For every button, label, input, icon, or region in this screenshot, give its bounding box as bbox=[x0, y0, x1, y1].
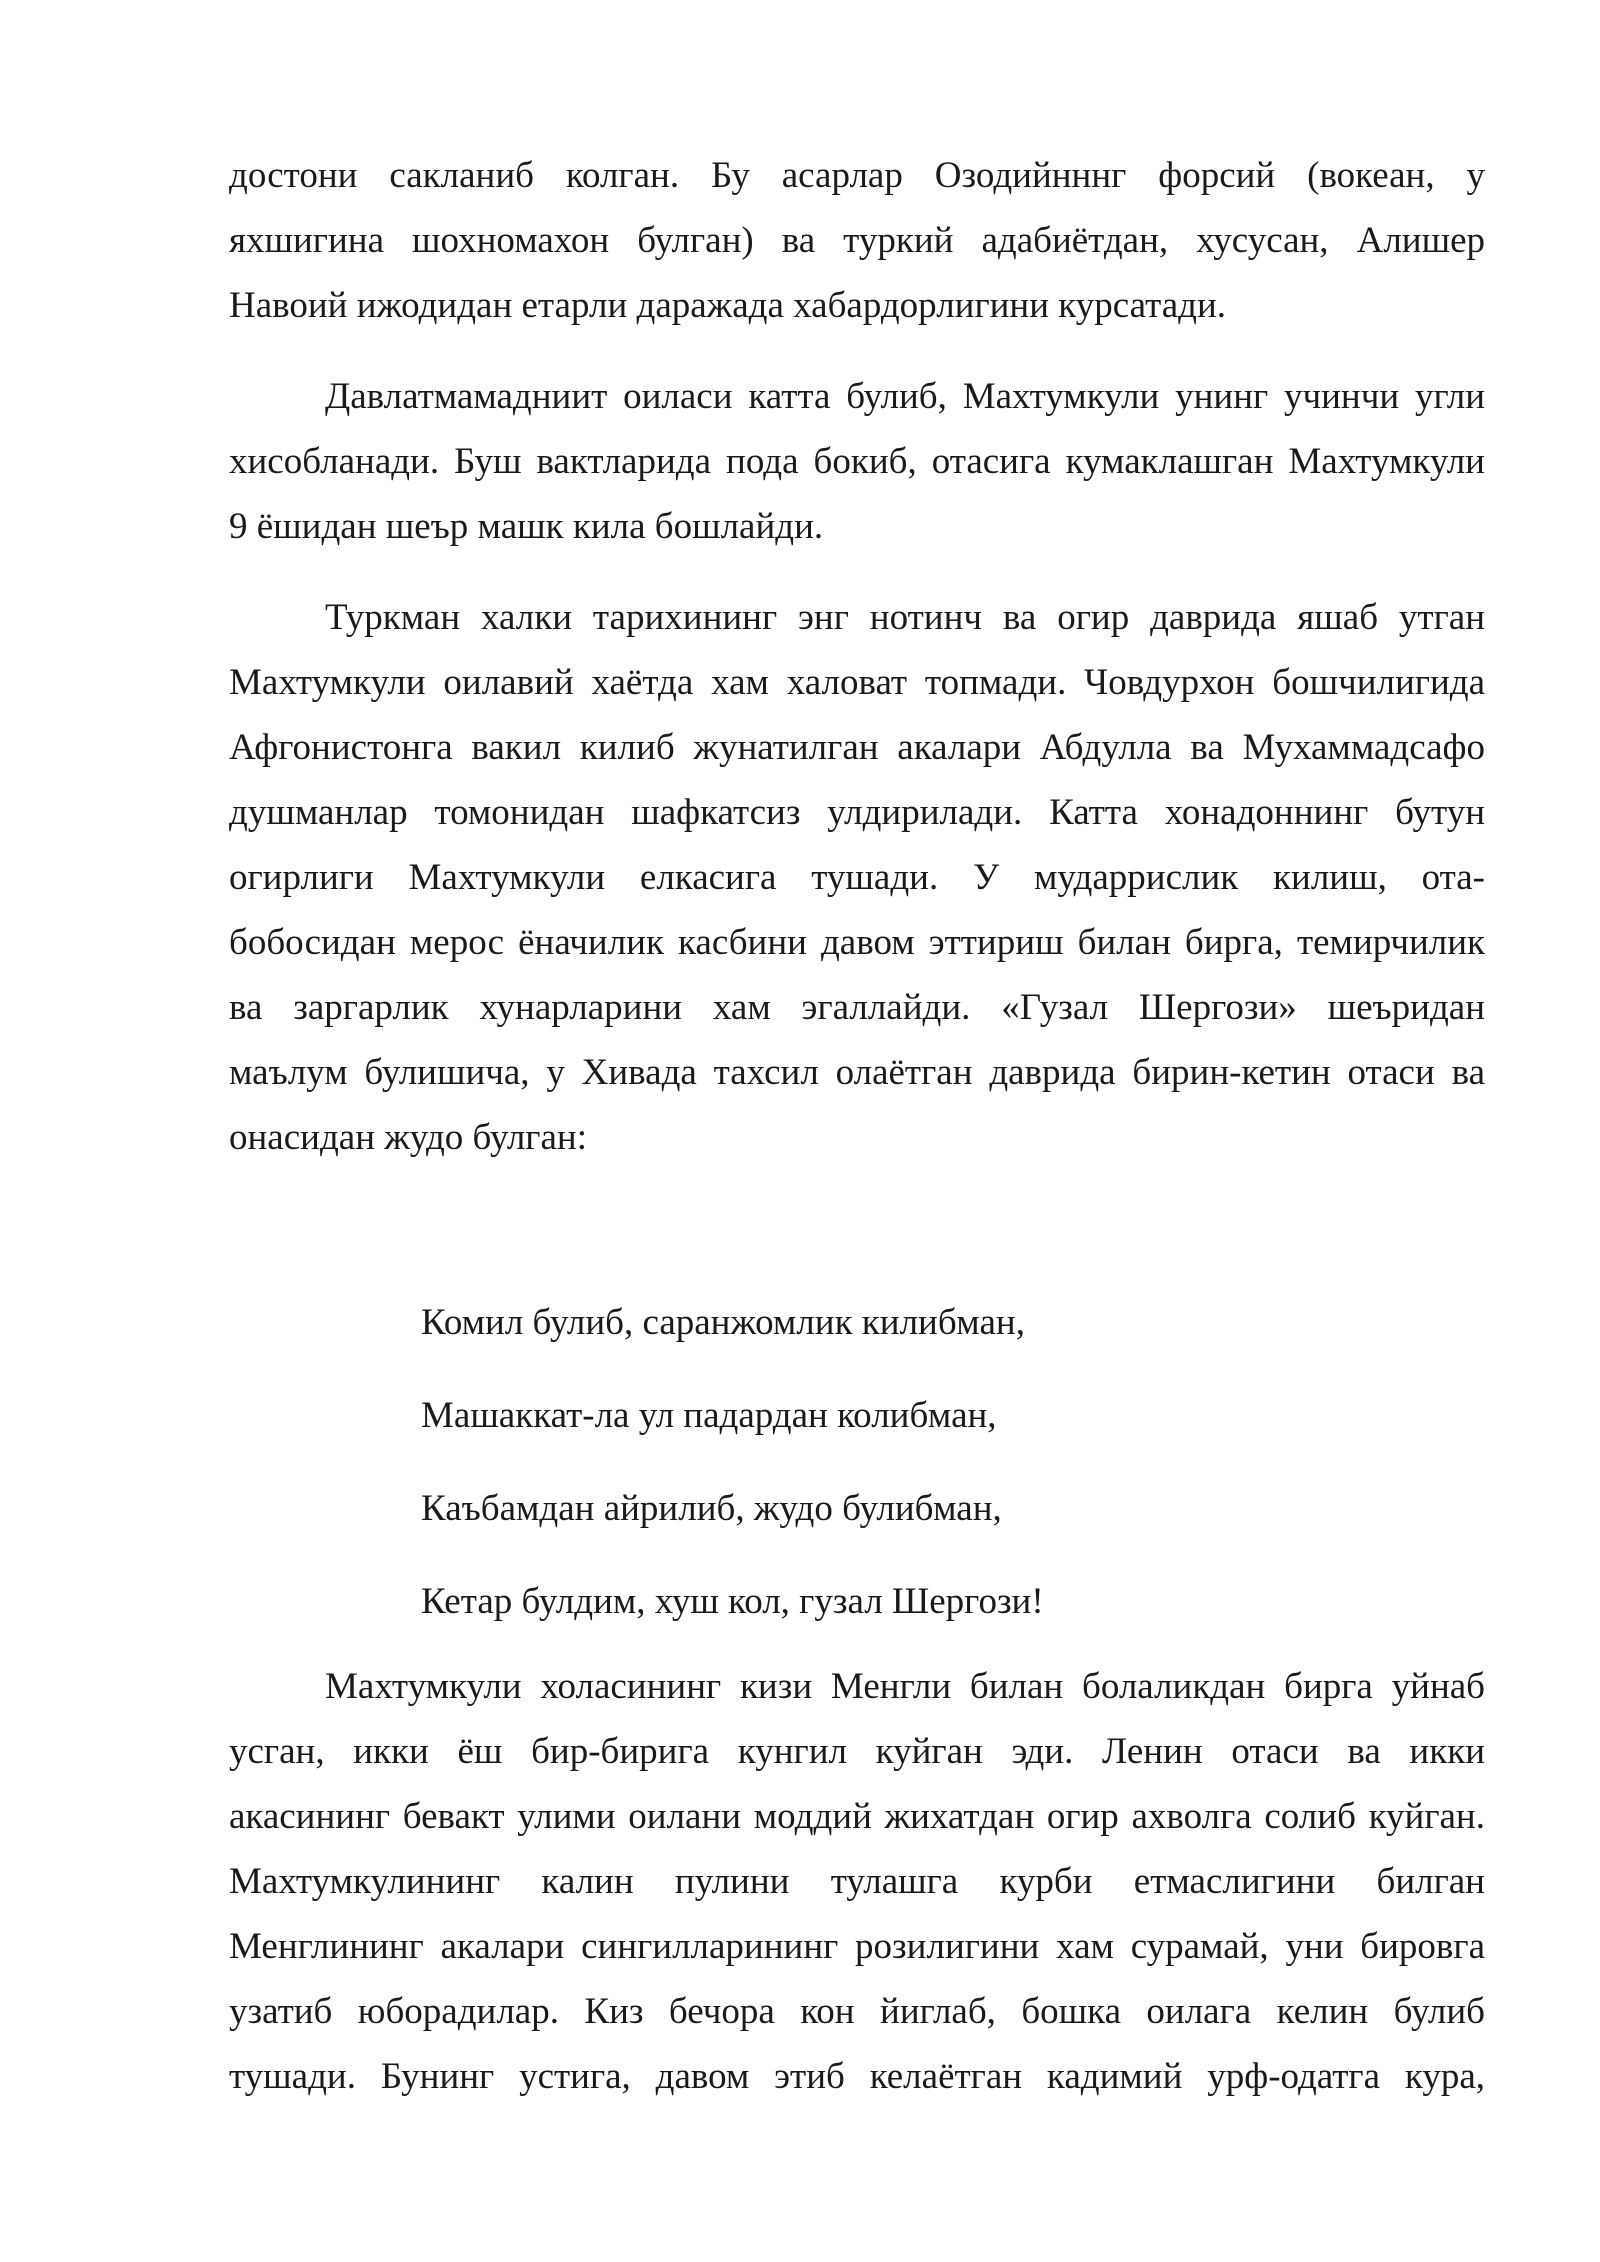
paragraph-line: ва заргарлик хунарларини хам эгаллайди. «Гузал Шергози» шеъридан bbox=[229, 987, 1485, 1028]
paragraph-line: Махтумкули холасининг кизи Менгли билан болаликдан бирга уйнаб bbox=[325, 1666, 1485, 1707]
poem-line: Кетар булдим, хуш кол, гузал Шергози! bbox=[421, 1581, 1044, 1622]
paragraph-line: акасининг бевакт улими оилани моддий жихатдан огир ахволга солиб куйган. bbox=[229, 1796, 1485, 1837]
paragraph-line: Туркман халки тарихининг энг нотинч ва огир даврида яшаб утган bbox=[325, 597, 1485, 638]
paragraph-line: узатиб юборадилар. Киз бечора кон йиглаб, бошка оилага келин булиб bbox=[229, 1991, 1485, 2032]
paragraph-line: достони сакланиб колган. Бу асарлар Озодийнннг форсий (вокеан, у bbox=[229, 155, 1485, 196]
paragraph-line: Махтумкулининг калин пулини тулашга курби етмаслигини билган bbox=[229, 1861, 1485, 1902]
paragraph-line: яхшигина шохномахон булган) ва туркий адабиётдан, хусусан, Алишер bbox=[229, 220, 1485, 261]
paragraph-line: тушади. Бунинг устига, давом этиб келаётган кадимий урф-одатга кура, bbox=[229, 2056, 1485, 2097]
paragraph-line: огирлиги Махтумкули елкасига тушади. У мударрислик килиш, ота- bbox=[229, 857, 1485, 898]
poem-quote bbox=[421, 1290, 1044, 1662]
paragraph-line: Махтумкули оилавий хаётда хам халоват топмади. Човдурхон бошчилигида bbox=[229, 662, 1485, 703]
paragraph-line: Давлатмамадниит оиласи катта булиб, Махтумкули унинг учинчи угли bbox=[325, 376, 1485, 417]
paragraph-5 bbox=[229, 1654, 1485, 2109]
paragraph-1 bbox=[229, 143, 1485, 338]
paragraph-line: онасидан жудо булган: bbox=[229, 1117, 587, 1158]
paragraph-line: Афгонистонга вакил килиб жунатилган акалари Абдулла ва Мухаммадсафо bbox=[229, 727, 1485, 768]
paragraph-line: Навоий ижодидан етарли даражада хабардорлигини курсатади. bbox=[229, 285, 1226, 326]
poem-line: Машаккат-ла ул падардан колибман, bbox=[421, 1395, 997, 1436]
paragraph-2 bbox=[229, 364, 1485, 559]
paragraph-line: бобосидан мерос ёначилик касбини давом эттириш билан бирга, темирчилик bbox=[229, 922, 1485, 963]
paragraph-line: 9 ёшидан шеър машк кила бошлайди. bbox=[229, 506, 824, 547]
poem-line: Каъбамдан айрилиб, жудо булибман, bbox=[421, 1488, 1002, 1529]
paragraph-line: маълум булишича, у Хивада тахсил олаётган даврида бирин-кетин отаси ва bbox=[229, 1052, 1485, 1093]
paragraph-line: душманлар томонидан шафкатсиз улдирилади. Катта хонадоннинг бутун bbox=[229, 792, 1485, 833]
poem-line: Комил булиб, саранжомлик килибман, bbox=[421, 1302, 1025, 1343]
paragraph-line: Менглининг акалари сингилларининг розилигини хам сурамай, уни бировга bbox=[229, 1926, 1485, 1967]
paragraph-line: хисобланади. Буш вактларида пода бокиб, отасига кумаклашган Махтумкули bbox=[229, 441, 1485, 482]
paragraph-3 bbox=[229, 585, 1485, 1170]
paragraph-line: усган, икки ёш бир-бирига кунгил куйган эди. Ленин отаси ва икки bbox=[229, 1731, 1485, 1772]
